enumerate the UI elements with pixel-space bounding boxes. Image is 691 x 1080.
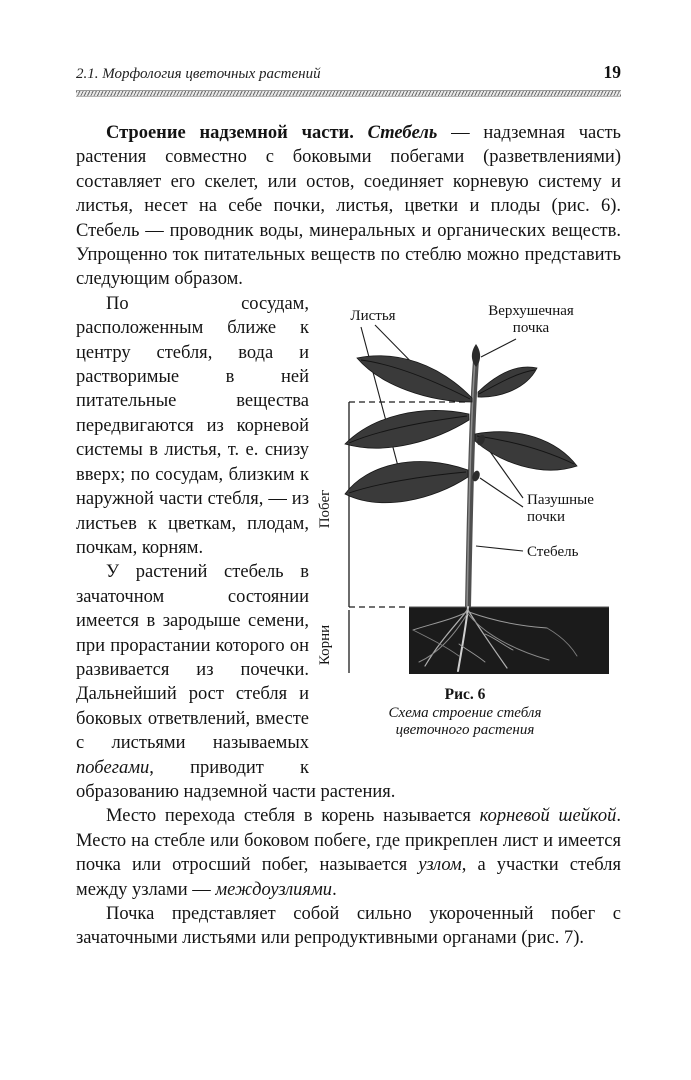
soil-block [409, 607, 609, 674]
article-body [76, 121, 621, 951]
page-header [76, 62, 621, 83]
leaf-lower-left [345, 461, 468, 502]
run-node-term: узлом [418, 855, 462, 876]
pointer-line-axillary-lower [480, 478, 523, 507]
paragraph-sap-flow: По сосудам, расположенным ближе к центру стебля, вода и растворимые в ней питательные вещества передвигаются из корневой системы в листья, т. е. снизу вверх; по сосудам, близким к наружной части стебля, — из листьев к цветкам, плодам, почкам, корням. [76, 293, 309, 558]
pointer-line-stem [476, 546, 523, 551]
caption-line-2: цветочного растения [395, 721, 535, 738]
label-stem: Стебель [527, 543, 579, 560]
caption-number: Рис. 6 [444, 685, 486, 703]
page-number: 19 [603, 62, 621, 82]
run-shoots-term: побегами [76, 757, 150, 778]
label-axillary-buds-line1: Пазушные [527, 491, 594, 508]
run-nodes-2: . Место на стебле или боковом побеге, где прикреплен лист и имеется почка или отросший побег, называется [76, 806, 621, 876]
pointer-line-leaves-lower [361, 327, 399, 470]
run-nodes-3: , а участки стебля между узлами — [76, 855, 621, 900]
decorative-rule [76, 90, 621, 97]
label-apical-bud-line1: Верхушечная [488, 302, 574, 319]
leaf-mid-left [345, 410, 469, 448]
figure-stem-diagram [309, 294, 621, 739]
run-structure-heading: Строение надземной части. [106, 123, 368, 143]
run-stem-origin-text: У растений стебель в зачаточном состоянии имеется в зародыше семени, при прорастании которого он развивается из почечки. Дальнейший рост стебля и боковых ответвлений, вместе с листьями называемых [76, 562, 309, 754]
figure-caption [309, 685, 621, 739]
section-title: 2.1. Морфология цветочных растений [76, 66, 321, 82]
label-axillary-buds-line2: почки [527, 508, 565, 525]
paragraph-structure-intro [76, 121, 621, 292]
label-shoot: Побег [317, 489, 333, 529]
caption-line-1: Схема строение стебля [388, 704, 542, 721]
plant-diagram [309, 294, 621, 679]
run-internode-term: междоузлиями [215, 879, 333, 900]
run-intro-text: — надземная часть растения совместно с боковыми побегами (разветвлениями) составляет его скелет, или остов, соединяет корневую систему и листья, несет на себе почки, листья, цветки и плоды (рис. 6). Стебель — проводник воды, минеральных и органических веществ. Упрощенно ток питательных веществ по стеблю можно представить следующим образом. [76, 123, 621, 290]
run-stem-term: Стебель [367, 123, 438, 143]
paragraph-nodes [76, 804, 621, 902]
run-nodes-1: Место перехода стебля в корень называется [106, 806, 480, 827]
paragraph-bud: Почка представляет собой сильно укороченный побег с зачаточными листьями или репродуктивными органами (рис. 7). [76, 904, 621, 949]
run-nodes-4: . [332, 879, 337, 900]
run-shoots-tail: , приводит к образованию надземной части растения. [76, 757, 396, 802]
label-roots: Корни [317, 624, 333, 665]
label-apical-bud-line2: почка [512, 319, 550, 336]
run-root-collar-term: корневой шейкой [479, 806, 617, 827]
pointer-line-apical-bud [481, 339, 516, 357]
label-leaves: Листья [350, 307, 396, 324]
leaf-mid-right [475, 432, 577, 470]
